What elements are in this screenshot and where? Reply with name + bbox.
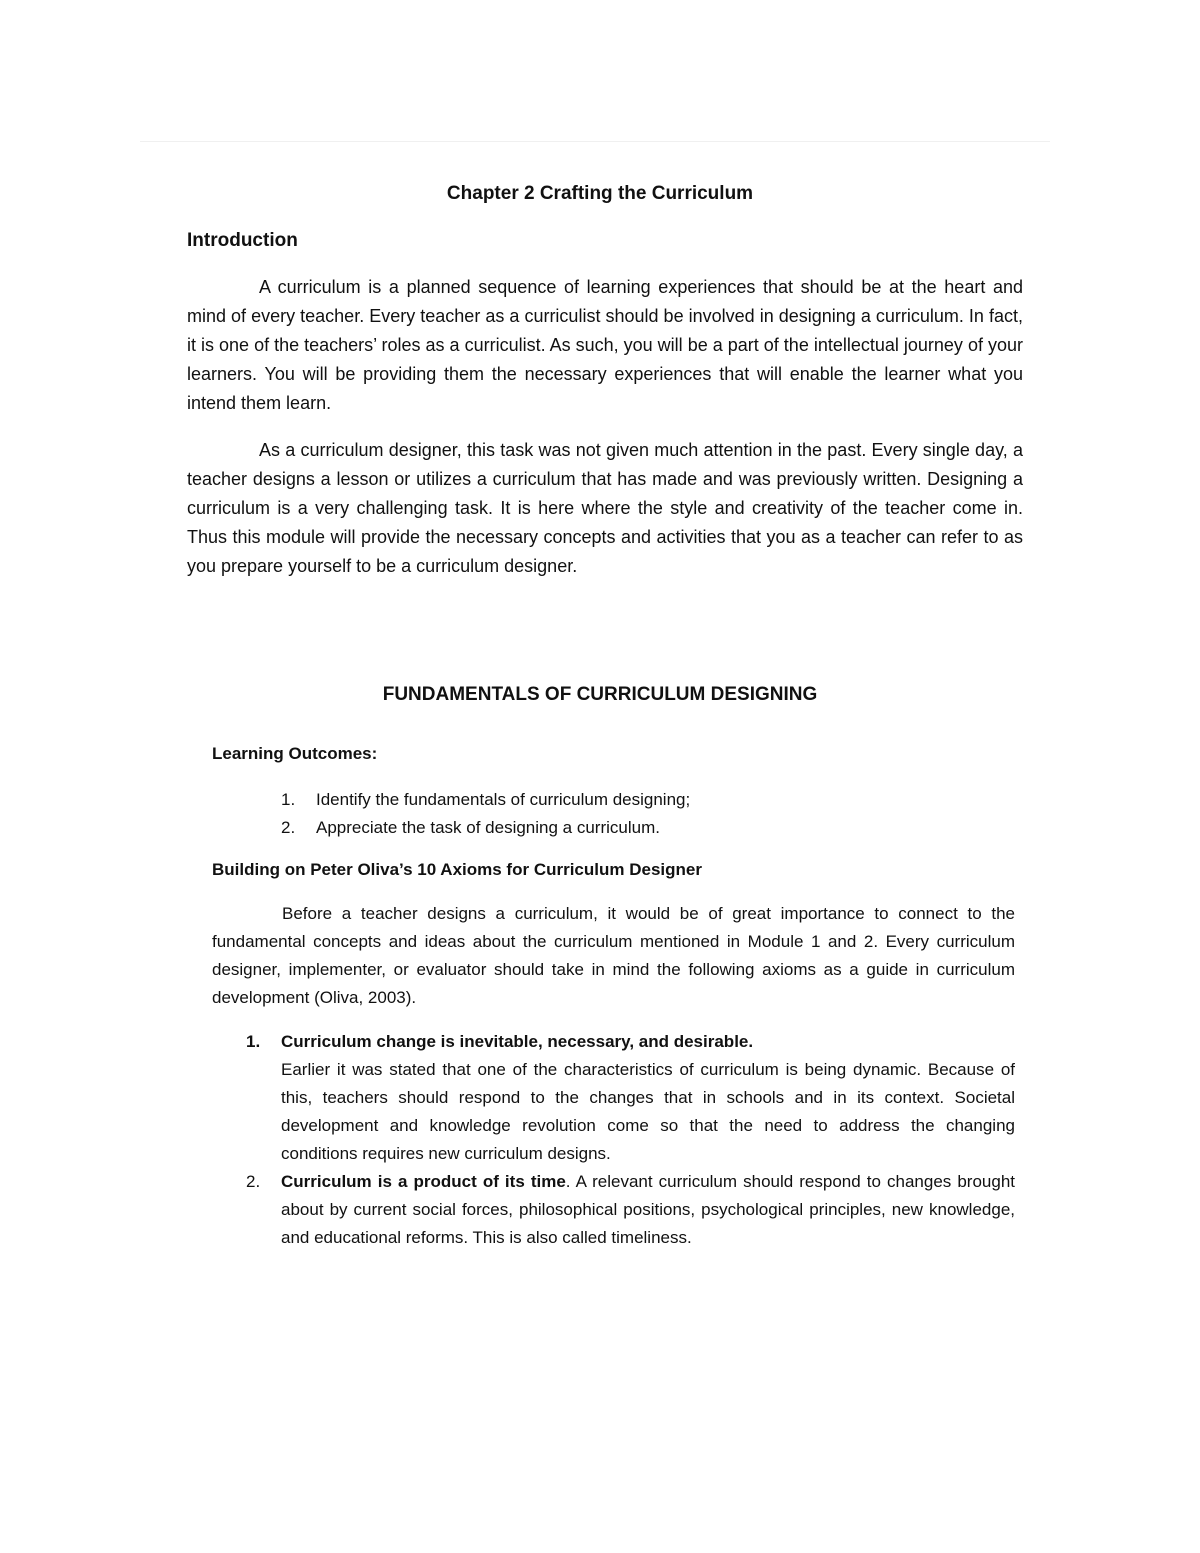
introduction-heading: Introduction [187, 230, 298, 251]
page-header-rule [140, 141, 1050, 142]
list-item-text: Identify the fundamentals of curriculum designing; [316, 790, 691, 809]
list-item-number: 1. [281, 790, 296, 809]
list-item-number: 2. [281, 818, 296, 837]
introduction-paragraph-1: A curriculum is a planned sequence of learning experiences that should be at the heart and mind of every teacher. Every teacher as a curriculist should be involved in designing a curriculum. In fact, it is one of the teachers’ roles as a curriculist. As such, you will be a part of the intellectual journey of your learners. You will be providing them the necessary experiences that will enable the learner what you intend them learn. [187, 277, 1023, 413]
list-item-text: Appreciate the task of designing a curriculum. [316, 818, 660, 837]
axiom-number: 2. [246, 1172, 261, 1191]
axioms-list [246, 1028, 1015, 1252]
list-item [246, 1028, 1015, 1168]
axiom-number: 1. [246, 1032, 261, 1051]
axiom-text: . A relevant curriculum should respond to changes brought about by current social forces, philosophical positions, psychological principles, new knowledge, and educational reforms. This is also called timeliness. [281, 1172, 1015, 1247]
axiom-text: Earlier it was stated that one of the characteristics of curriculum is being dynamic. Because of this, teachers should respond to the changes that in schools and in its context. Societal development and knowledge revolution come so that the need to address the changing conditions requires new curriculum designs. [281, 1060, 1015, 1163]
section-title: FUNDAMENTALS OF CURRICULUM DESIGNING [382, 684, 818, 705]
chapter-title: Chapter 2 Crafting the Curriculum [446, 183, 754, 204]
axioms-intro-paragraph: Before a teacher designs a curriculum, it would be of great importance to connect to the fundamental concepts and ideas about the curriculum mentioned in Module 1 and 2. Every curriculum designer, implementer, or evaluator should take in mind the following axioms as a guide in curriculum development (Oliva, 2003). [212, 904, 1015, 1007]
axiom-title: Curriculum change is inevitable, necessary, and desirable. [281, 1032, 754, 1051]
list-item [281, 786, 1021, 814]
axiom-body [281, 1028, 1015, 1168]
introduction-paragraph-2: As a curriculum designer, this task was not given much attention in the past. Every single day, a teacher designs a lesson or utilizes a curriculum that has made and was previously written. Designing a curriculum is a very challenging task. It is here where the style and creativity of the teacher come in. Thus this module will provide the necessary concepts and activities that you as a teacher can refer to as you prepare yourself to be a curriculum designer. [187, 440, 1023, 576]
list-item [246, 1168, 1015, 1252]
axiom-title: Curriculum is a product of its time [281, 1172, 566, 1191]
axiom-body [281, 1168, 1015, 1252]
axioms-heading: Building on Peter Oliva’s 10 Axioms for Curriculum Designer [212, 860, 702, 879]
list-item [281, 814, 1021, 842]
learning-outcomes-list [281, 786, 1021, 842]
learning-outcomes-heading: Learning Outcomes: [212, 744, 378, 763]
